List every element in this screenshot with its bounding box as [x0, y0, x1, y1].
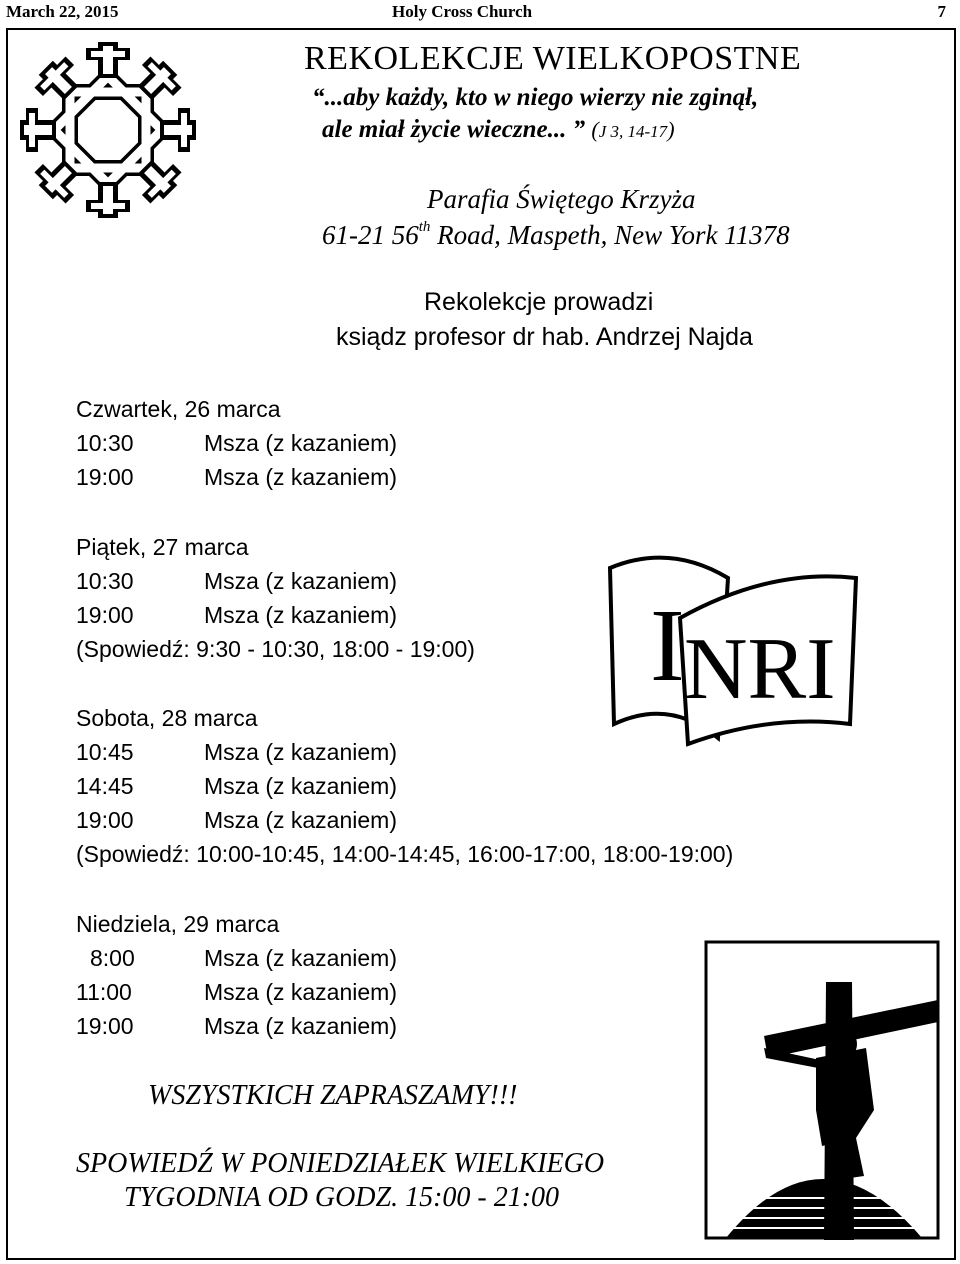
page-number: 7: [937, 2, 946, 21]
day-title: Czwartek, 26 marca: [76, 396, 281, 422]
invitation-text: WSZYSTKICH ZAPRASZAMY!!!: [148, 1080, 518, 1111]
mass-time: 19:00: [76, 807, 134, 833]
confession-note: (Spowiedź: 10:00-10:45, 14:00-14:45, 16:00-17:00, 18:00-19:00): [76, 841, 734, 867]
mass-desc: Msza (z kazaniem): [204, 568, 397, 594]
mass-time: 14:45: [76, 773, 134, 799]
mass-time: 11:00: [76, 979, 132, 1005]
day-title: Piątek, 27 marca: [76, 534, 249, 560]
day-block-sunday: [76, 907, 397, 1043]
mass-item: [76, 598, 475, 632]
mass-desc: Msza (z kazaniem): [204, 773, 397, 799]
inri-banner-letter-i: I: [650, 588, 685, 703]
parish-name: Parafia Świętego Krzyża: [427, 184, 696, 214]
day-block-thursday: [76, 392, 397, 494]
quote-reference: J 3, 14-17: [598, 122, 668, 141]
mass-time: 8:00: [90, 945, 135, 971]
mass-item: [76, 769, 733, 803]
page-header: [0, 0, 960, 26]
quote-line-2: [322, 116, 675, 144]
mass-item: [76, 426, 397, 460]
mass-item: [76, 564, 475, 598]
parish-address: [322, 219, 790, 251]
mass-desc: Msza (z kazaniem): [204, 430, 397, 456]
address-number: 61-21 56: [322, 220, 419, 250]
mass-time: 19:00: [76, 1013, 134, 1039]
crucifix-sunset-icon: [704, 940, 940, 1240]
mass-desc: Msza (z kazaniem): [204, 739, 397, 765]
mass-time: 10:30: [76, 430, 134, 456]
retreat-leader-name: ksiądz profesor dr hab. Andrzej Najda: [336, 323, 753, 351]
quote-ref-open: (: [591, 117, 599, 142]
quote-line-1: “...aby każdy, kto w niego wierzy nie zginął,: [312, 84, 759, 111]
page-title: REKOLEKCJE WIELKOPOSTNE: [304, 40, 802, 77]
mass-time: 10:45: [76, 739, 134, 765]
mass-item: [76, 975, 397, 1009]
header-date: March 22, 2015: [6, 2, 119, 21]
mass-time: 19:00: [76, 602, 134, 628]
confession-line-2: TYGODNIA OD GODZ. 15:00 - 21:00: [124, 1182, 560, 1213]
mass-item: [76, 941, 397, 975]
retreat-leader-label: Rekolekcje prowadzi: [424, 288, 654, 316]
mass-desc: Msza (z kazaniem): [204, 807, 397, 833]
day-title: Sobota, 28 marca: [76, 705, 258, 731]
mass-desc: Msza (z kazaniem): [204, 464, 397, 490]
mass-item: [76, 803, 733, 837]
address-street: Road, Maspeth, New York 11378: [430, 220, 790, 250]
mass-desc: Msza (z kazaniem): [204, 1013, 397, 1039]
quote-line-2-text: ale miał życie wieczne... ”: [322, 116, 586, 143]
inri-banner-icon: [600, 548, 862, 748]
day-title: Niedziela, 29 marca: [76, 911, 280, 937]
quote-ref-close: ): [667, 117, 675, 142]
address-suffix: th: [418, 219, 431, 235]
holy-cross-logo-icon: [18, 40, 198, 220]
mass-item: [76, 460, 397, 494]
confession-line-1: SPOWIEDŹ W PONIEDZIAŁEK WIELKIEGO: [76, 1148, 605, 1179]
mass-time: 10:30: [76, 568, 134, 594]
header-church: Holy Cross Church: [392, 2, 533, 21]
inri-banner-letters-nri: NRI: [684, 621, 836, 718]
confession-note: (Spowiedź: 9:30 - 10:30, 18:00 - 19:00): [76, 636, 475, 662]
mass-time: 19:00: [76, 464, 134, 490]
mass-desc: Msza (z kazaniem): [204, 979, 397, 1005]
day-block-friday: [76, 530, 475, 666]
mass-item: [76, 1009, 397, 1043]
mass-desc: Msza (z kazaniem): [204, 945, 397, 971]
mass-desc: Msza (z kazaniem): [204, 602, 397, 628]
